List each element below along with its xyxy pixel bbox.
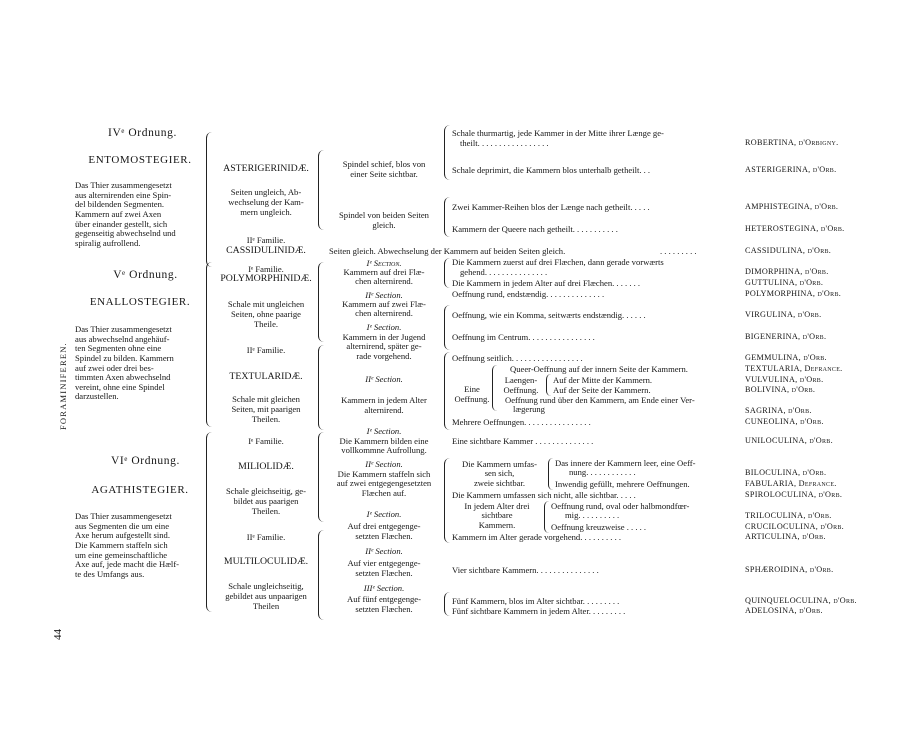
genus-guttulina: GUTTULINA, d'Orb. [745, 278, 824, 287]
row-polymorphina: Oeffnung rund, endstændig. . . . . . . . . . . . . . [452, 289, 605, 299]
row-gemmulina: Oeffnung seitlich. . . . . . . . . . . . . . . . . [452, 353, 583, 363]
brace-section-4 [444, 258, 450, 288]
section-5-head: IIᵉ Section. [365, 290, 403, 300]
section-12-head: IIIᵉ Section. [363, 583, 405, 593]
genus-bolivina: BOLIVINA, d'Orb. [745, 385, 816, 394]
genus-cassidulina: CASSIDULINA, d'Orb. [745, 246, 832, 255]
genus-robertina: ROBERTINA, d'Orbigny. [745, 138, 839, 147]
row-articulina: Kammern im Alter gerade vorgehend. . . . . . . . . . [452, 532, 622, 542]
section-6: Kammern in der Jugend alternirend, später ge- rade vorgehend. [342, 332, 426, 361]
section-4-head: Iᵉ Section. [366, 258, 402, 268]
brace-triloculina [544, 501, 549, 533]
genus-polymorphina: POLYMORPHINA, d'Orb. [745, 289, 842, 298]
row-guttulina: Die Kammern in jedem Alter auf drei Flæchen. . . . . . . [452, 278, 641, 288]
brace-family-4 [318, 345, 324, 430]
section-11: Auf vier entgegenge- setzten Flæchen. [347, 558, 421, 578]
brace-family-6 [318, 530, 324, 620]
brace-family-5 [318, 432, 324, 522]
row-amphistegina: Zwei Kammer-Reihen blos der Længe nach getheilt. . . . . [452, 202, 650, 212]
textularia-c: Auf der Seite der Kammern. [553, 385, 651, 395]
brace-section-1 [444, 125, 450, 180]
row-spiroloculina: Die Kammern umfassen sich nicht, alle sichtbar. . . . . [452, 490, 636, 500]
order-desc-6: Das Thier zusammengesetzt aus Segmenten die um eine Axe herum aufgestellt sind. Die Kammern staffeln sich um eine gemeinschaftliche Axe auf, jede macht die Hælf- te des Umfangs aus. [75, 511, 180, 579]
family-textularidae-desc: Schale mit gleichen Seiten, mit paarigen Theilen. [231, 394, 301, 424]
row-bigenerina: Oeffnung im Centrum. . . . . . . . . . . . . . . . [452, 332, 595, 342]
section-11-head: IIᵉ Section. [365, 546, 403, 556]
biloculina-left: Die Kammern umfas- sen sich, zweie sichtbar. [462, 459, 537, 488]
genus-vulvulina: VULVULINA, d'Orb. [745, 375, 824, 384]
order-title-6: VIᵉ Ordnung. [111, 455, 180, 467]
family-cassidulinidae: CASSIDULINIDÆ. [226, 245, 306, 256]
brace-section-2 [444, 197, 450, 237]
genus-articulina: ARTICULINA, d'Orb. [745, 532, 826, 541]
brace-order-5 [206, 262, 213, 427]
row-quinqueloculina: Fünf Kammern, blos im Alter sichtbar. . . . . . . . . [452, 596, 620, 606]
family-multiloculidae-desc: Schale ungleichseitig, gebildet aus unpaarigen Theilen [225, 581, 307, 611]
family-multiloculidae-head: IIᵉ Familie. [246, 532, 286, 542]
textularia-a: Queer-Oeffnung auf der innern Seite der Kammern. [510, 364, 688, 374]
brace-section-12 [444, 592, 450, 616]
section-4: Kammern auf drei Flæ- chen alternirend. [343, 267, 425, 287]
family-asterigerinidae: ASTERIGERINIDÆ. [223, 163, 309, 174]
row-asterigerina: Schale deprimirt, die Kammern blos unterhalb getheilt. . . [452, 165, 651, 175]
section-9: Die Kammern staffeln sich auf zwei entgegengesetzten Flæchen auf. [336, 469, 432, 498]
genus-cuneolina: CUNEOLINA, d'Orb. [745, 417, 824, 426]
triloculina-left: In jedem Alter drei sichtbare Kammern. [464, 501, 530, 530]
family-asterigerinidae-desc: Seiten ungleich, Ab- wechselung der Kam- mern ungleich. [228, 187, 304, 217]
row-adelosina: Fünf sichtbare Kammern in jedem Alter. . . . . . . . . [452, 606, 626, 616]
row-sphaeroidina: Vier sichtbare Kammern. . . . . . . . . . . . . . . [452, 565, 599, 575]
section-7-head: IIᵉ Section. [365, 374, 403, 384]
biloculina-a: Das innere der Kammern leer, eine Oeff- nung. . . . . . . . . . . . [555, 458, 696, 478]
family-textularidae-head: IIᵉ Familie. [246, 345, 286, 355]
genus-fabularia: FABULARIA, Defrance. [745, 479, 837, 488]
order-desc-5: Das Thier zusammengesetzt aus abwechselnd angehäuf- ten Segmenten ohne eine Spindel zu bilden. Kammern auf zwei oder drei bes- timmten Axen abwechselnd vereint, ohne eine Spindel darzustellen. [75, 324, 174, 402]
section-7: Kammern in jedem Alter alternirend. [341, 395, 427, 415]
family-miliolidae-head: Iᵉ Familie. [248, 436, 284, 446]
genus-dimorphina: DIMORPHINA, d'Orb. [745, 267, 829, 276]
family-polymorphinidae-head: Iᵉ Familie. [248, 264, 284, 274]
section-3: Seiten gleich. Abwechselung der Kammern auf beiden Seiten gleich. [329, 246, 566, 256]
genus-asterigerina: ASTERIGERINA, d'Orb. [745, 165, 837, 174]
row-cassidulina: . . . . . . . . . [660, 246, 697, 256]
row-dimorphina: Die Kammern zuerst auf drei Flæchen, dann gerade vorwærts gehend. . . . . . . . . . . . . . . [452, 257, 664, 277]
textularia-left2: Laengen- Oeffnung. [503, 375, 539, 395]
family-polymorphinidae-desc: Schale mit ungleichen Seiten, ohne paarige Theile. [227, 299, 305, 329]
genus-amphistegina: AMPHISTEGINA, d'Orb. [745, 202, 839, 211]
brace-biloculina [548, 458, 553, 490]
order-title-5: Vᵉ Ordnung. [113, 269, 178, 281]
genus-bigenerina: BIGENERINA, d'Orb. [745, 332, 827, 341]
section-5: Kammern auf zwei Flæ- chen alternirend. [342, 299, 426, 319]
brace-family-3 [318, 262, 324, 342]
section-8: Die Kammern bilden eine vollkommne Aufrollung. [339, 436, 429, 456]
family-multiloculidae: MULTILOCULIDÆ. [223, 556, 309, 567]
side-label: FORAMINIFEREN. [58, 342, 68, 430]
section-2: Spindel von beiden Seiten gleich. [339, 210, 429, 230]
textularia-b: Auf der Mitte der Kammern. [553, 375, 653, 385]
page-number: 44 [52, 629, 64, 640]
section-12: Auf fünf entgegenge- setzten Flæchen. [347, 594, 421, 614]
order-group-6: AGATHISTEGIER. [91, 484, 189, 496]
family-miliolidae: MILIOLIDÆ. [238, 461, 294, 472]
genus-triloculina: TRILOCULINA, d'Orb. [745, 511, 832, 520]
triloculina-a: Oeffnung rund, oval oder halbmondfœr- mig. . . . . . . . . . [551, 501, 690, 521]
brace-textularia-inner [546, 374, 551, 396]
family-polymorphinidae: POLYMORPHINIDÆ. [220, 273, 312, 284]
brace-section-6 [444, 305, 450, 350]
genus-spiroloculina: SPIROLOCULINA, d'Orb. [745, 490, 843, 499]
section-6-head: Iᵉ Section. [366, 322, 402, 332]
order-title-4: IVᵉ Ordnung. [108, 127, 177, 139]
genus-quinqueloculina: QUINQUELOCULINA, d'Orb. [745, 596, 857, 605]
row-robertina: Schale thurmartig, jede Kammer in der Mitte ihrer Længe ge- theilt. . . . . . . . . . . . . . . . . [452, 128, 664, 149]
genus-textularia: TEXTULARIA, Defrance. [745, 364, 843, 373]
family-textularidae: TEXTULARIDÆ. [229, 371, 303, 382]
brace-order-6 [206, 432, 213, 612]
genus-sagrina: SAGRINA, d'Orb. [745, 406, 812, 415]
triloculina-b: Oeffnung kreuzweise . . . . . [551, 522, 647, 532]
genus-adelosina: ADELOSINA, d'Orb. [745, 606, 823, 615]
genus-cruciloculina: CRUCILOCULINA, d'Orb. [745, 522, 845, 531]
textularia-d: Oeffnung rund über den Kammern, am Ende einer Ver- lægerung [505, 395, 695, 415]
section-10: Auf drei entgegenge- setzten Flæchen. [347, 521, 421, 541]
row-cuneolina: Mehrere Oeffnungen. . . . . . . . . . . . . . . . [452, 417, 591, 427]
genus-biloculina: BILOCULINA, d'Orb. [745, 468, 827, 477]
genus-uniloculina: UNILOCULINA, d'Orb. [745, 436, 833, 445]
section-1: Spindel schief, blos von einer Seite sichtbar. [342, 159, 426, 179]
genus-gemmulina: GEMMULINA, d'Orb. [745, 353, 827, 362]
brace-section-7 [444, 352, 450, 430]
brace-family-1 [318, 150, 324, 230]
section-10-head: Iᵉ Section. [366, 509, 402, 519]
order-group-5: ENALLOSTEGIER. [89, 296, 191, 308]
section-8-head: Iᵉ Section. [366, 426, 402, 436]
row-heterostegina: Kammern der Queere nach getheilt. . . . . . . . . . . [452, 224, 618, 234]
family-cassidulinidae-head: IIᵉ Familie. [246, 235, 286, 245]
genus-virgulina: VIRGULINA, d'Orb. [745, 310, 822, 319]
row-virgulina: Oeffnung, wie ein Komma, seitwærts endstændig. . . . . . [452, 310, 646, 320]
order-group-4: ENTOMOSTEGIER. [88, 154, 192, 166]
brace-section-9 [444, 458, 450, 543]
order-desc-4: Das Thier zusammengesetzt aus alternirenden eine Spin- del bildenden Segmenten. Kammern auf zwei Axen über einander gestellt, sich gegenseitig abwechselnd und spiralig aufrollend. [75, 180, 176, 248]
brace-order-4 [206, 132, 213, 267]
textularia-left: Eine Oeffnung. [454, 384, 490, 404]
genus-sphaeroidina: SPHÆROIDINA, d'Orb. [745, 565, 834, 574]
genus-heterostegina: HETEROSTEGINA, d'Orb. [745, 224, 845, 233]
row-uniloculina: Eine sichtbare Kammer . . . . . . . . . . . . . . [452, 436, 594, 446]
biloculina-b: Inwendig gefüllt, mehrere Oeffnungen. [555, 479, 690, 489]
family-miliolidae-desc: Schale gleichseitig, ge- bildet aus paarigen Theilen. [226, 486, 306, 516]
section-9-head: IIᵉ Section. [365, 459, 403, 469]
